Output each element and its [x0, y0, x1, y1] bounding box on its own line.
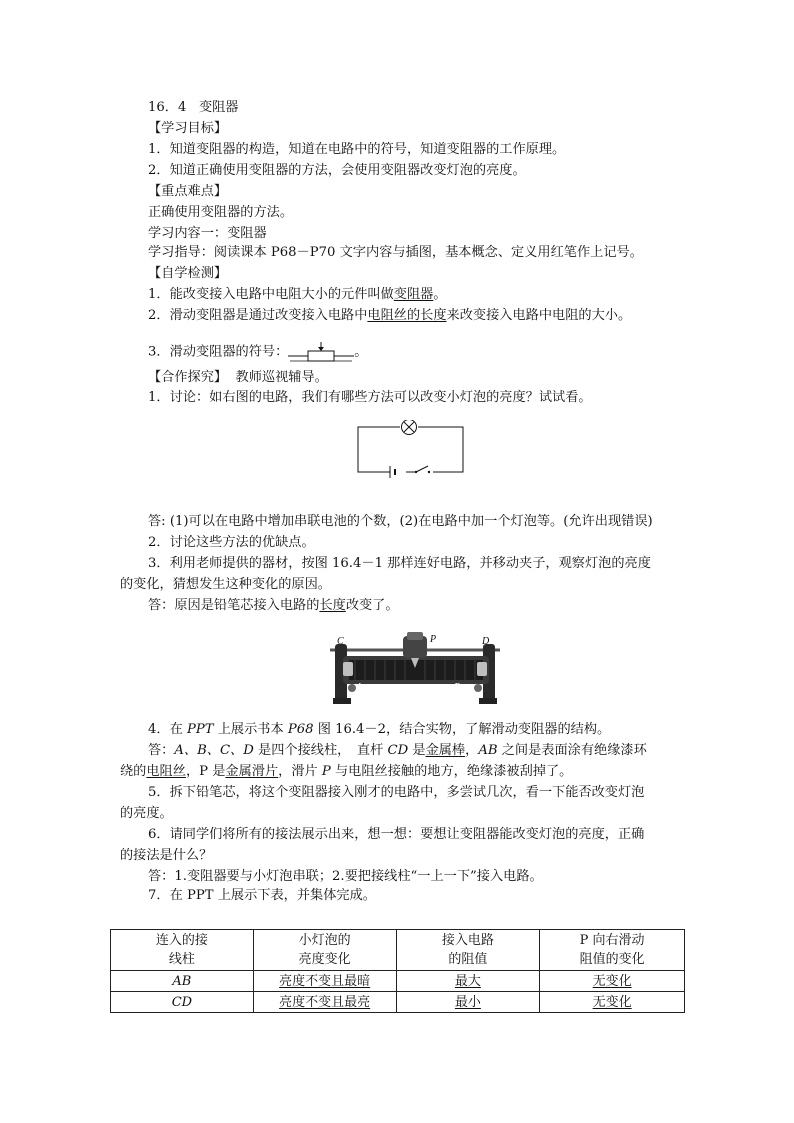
inquiry-q7: 7．在 PPT 上展示下表，并集体完成。: [148, 888, 376, 903]
key-points-text: 正确使用变阻器的方法。: [148, 205, 294, 220]
label-b: B: [454, 682, 461, 693]
inquiry-q5-line2: 的亮度。: [120, 806, 173, 821]
table-cell: 最小: [396, 992, 540, 1013]
key-points-heading: 【重点难点】: [148, 184, 228, 199]
answer-blank: 金属滑片: [225, 764, 279, 779]
inquiry-q1: 1．讨论：如右图的电路，我们有哪些方法可以改变小灯泡的亮度？试试看。: [148, 390, 592, 405]
table-cell: CD: [111, 992, 254, 1013]
goals-heading: 【学习目标】: [148, 121, 228, 136]
self-check-q3: 3．滑动变阻器的符号： 。: [148, 341, 367, 363]
label-p: P: [430, 634, 437, 645]
self-check-heading: 【自学检测】: [148, 266, 228, 281]
answer-blank: 电阻丝: [146, 764, 186, 779]
self-check-q2: 2．滑动变阻器是通过改变接入电路中电阻丝的长度来改变接入电路中电阻的大小。: [148, 308, 632, 323]
table-row: [111, 992, 685, 1013]
label-a: A: [356, 682, 363, 693]
label-c: C: [337, 636, 344, 647]
inquiry-a3: 答：原因是铅笔芯接入电路的长度改变了。: [148, 598, 399, 613]
header-cell: 小灯泡的 亮度变化: [253, 930, 396, 971]
table-row: [111, 971, 685, 992]
inquiry-q6-line1: 6．请同学们将所有的接法展示出来，想一想：要想让变阻器能改变灯泡的亮度，正确: [148, 827, 645, 842]
inquiry-a4-line1: 答：A、B、C、D 是四个接线柱， 直杆 CD 是金属棒，AB 之间是表面涂有绝缘漆环: [148, 743, 647, 758]
section-title: 16．4 变阻器: [148, 100, 239, 115]
inquiry-a4-line2: 绕的电阻丝，P 是金属滑片，滑片 P 与电阻丝接触的地方，绝缘漆被刮掉了。: [120, 764, 573, 779]
table-cell: 最大: [396, 971, 540, 992]
answer-blank: 电阻丝的长度: [367, 308, 447, 323]
rheostat-symbol-icon: [288, 341, 354, 363]
content-label: 学习内容一：变阻器: [148, 226, 267, 241]
circuit-diagram: [350, 420, 470, 480]
self-check-q1: 1．能改变接入电路中电阻大小的元件叫做变阻器。: [148, 287, 447, 302]
table-cell: 无变化: [540, 992, 685, 1013]
answer-blank: 变阻器: [393, 287, 434, 302]
table-header-row: [111, 930, 685, 971]
inquiry-q5-line1: 5．拆下铅笔芯，将这个变阻器接入刚才的电路中，多尝试几次，看一下能否改变灯泡: [148, 785, 645, 800]
table-cell: 无变化: [540, 971, 685, 992]
study-guide: 学习指导：阅读课本 P68－P70 文字内容与插图，基本概念、定义用红笔作上记号。: [148, 245, 643, 260]
goal-item-2: 2．知道正确使用变阻器的方法，会使用变阻器改变灯泡的亮度。: [148, 163, 526, 178]
inquiry-q3-line2: 的变化，猜想发生这种变化的原因。: [120, 577, 331, 592]
goal-item-1: 1．知道变阻器的构造，知道在电路中的符号，知道变阻器的工作原理。: [148, 142, 566, 157]
header-cell: 连入的接 线柱: [111, 930, 254, 971]
table-cell: 亮度不变且最亮: [253, 992, 396, 1013]
inquiry-q6-line2: 的接法是什么？: [120, 848, 213, 863]
table-cell: AB: [111, 971, 254, 992]
answer-blank: 金属棒: [425, 743, 466, 758]
label-d: D: [482, 636, 490, 647]
inquiry-q4: 4．在 PPT 上展示书本 P68 图 16.4－2，结合实物，了解滑动变阻器的结构。: [148, 722, 611, 737]
answer-blank: 长度: [319, 598, 346, 613]
table-cell: 亮度不变且最暗: [253, 971, 396, 992]
results-table: [110, 929, 685, 1013]
inquiry-a1: 答: (1)可以在电路中增加串联电池的个数，(2)在电路中加一个灯泡等。(允许出现错误): [148, 514, 653, 529]
header-cell: 接入电路 的阻值: [396, 930, 540, 971]
header-cell: P 向右滑动 阻值的变化: [540, 930, 685, 971]
inquiry-q2: 2．讨论这些方法的优缺点。: [148, 535, 315, 550]
inquiry-a6: 答：1.变阻器要与小灯泡串联；2.要把接线柱“一上一下”接入电路。: [148, 869, 543, 884]
inquiry-q3-line1: 3．利用老师提供的器材，按图 16.4－1 那样连好电路，并移动夹子，观察灯泡的亮度: [148, 556, 651, 571]
sliding-rheostat-photo: [325, 628, 505, 706]
inquiry-heading: 【合作探究】 教师巡视辅导。: [148, 370, 328, 385]
